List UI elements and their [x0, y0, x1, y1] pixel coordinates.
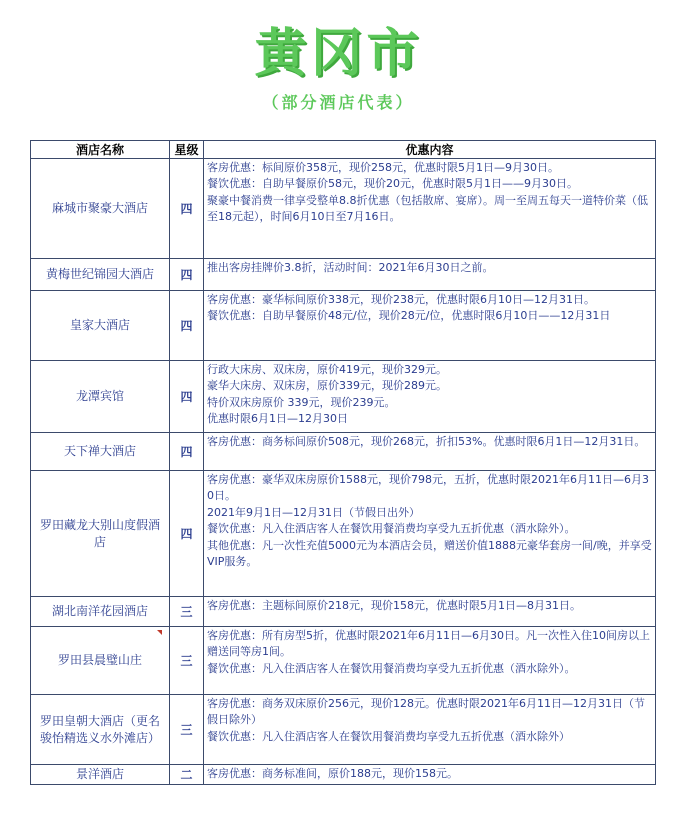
- star-rating-cell: 三: [170, 597, 204, 627]
- comment-marker: [157, 630, 162, 635]
- table-row: [31, 291, 656, 361]
- hotel-name-cell: 龙潭宾馆: [31, 361, 170, 433]
- table-row: [31, 361, 656, 433]
- star-rating-cell: 四: [170, 471, 204, 597]
- table-header-row: [31, 141, 656, 159]
- offer-line: 豪华大床房、双床房，原价339元，现价289元。: [207, 379, 447, 393]
- hotel-name-cell: 湖北南洋花园酒店: [31, 597, 170, 627]
- offer-details-cell: [204, 695, 656, 765]
- table-row: [31, 695, 656, 765]
- offer-line: 客房优惠：豪华标间原价338元，现价238元，优惠时限6月10日—12月31日。: [207, 293, 595, 306]
- table-body: [31, 159, 656, 785]
- table-row: [31, 627, 656, 695]
- offer-line: 餐饮优惠：凡入住酒店客人在餐饮用餐消费均享受九五折优惠（酒水除外）: [207, 729, 570, 743]
- hotel-name-cell: 景洋酒店: [31, 765, 170, 785]
- hotel-name-cell: 天下禅大酒店: [31, 433, 170, 471]
- offer-line: 客房优惠：标间原价358元，现价258元，优惠时限5月1日—9月30日。: [207, 161, 559, 174]
- star-rating-cell: 四: [170, 361, 204, 433]
- offer-details-cell: [204, 627, 656, 695]
- hotel-name-cell: 罗田县晨璧山庄: [31, 627, 170, 695]
- offer-details-cell: [204, 471, 656, 597]
- page-subtitle: （部分酒店代表）: [262, 93, 415, 112]
- star-rating-cell: 四: [170, 259, 204, 291]
- offer-details-cell: [204, 159, 656, 259]
- offer-line: 客房优惠：所有房型5折，优惠时限2021年6月11日—6月30日。凡一次性入住10间房以上赠送同等房1间。: [207, 629, 650, 659]
- offer-line: 客房优惠：商务双床原价256元，现价128元。优惠时限2021年6月11日—12月31日（节假日除外）: [207, 697, 645, 727]
- offer-line: 其他优惠：凡一次性充值5000元为本酒店会员，赠送价值1888元豪华套房一间/晚，并享受VIP服务。: [207, 538, 652, 569]
- column-header-hotel-name: 酒店名称: [31, 141, 170, 159]
- offer-line: 餐饮优惠：自助早餐原价58元，现价20元，优惠时限5月1日——9月30日。: [207, 177, 578, 191]
- offer-line: 特价双床房原价 339元，现价239元。: [207, 395, 396, 409]
- hotel-name-cell: 黄梅世纪锦园大酒店: [31, 259, 170, 291]
- table-row: [31, 471, 656, 597]
- star-rating-cell: 四: [170, 291, 204, 361]
- hotel-name-cell: 麻城市聚豪大酒店: [31, 159, 170, 259]
- hotel-name-cell: 罗田藏龙大别山度假酒店: [31, 471, 170, 597]
- star-rating-cell: 二: [170, 765, 204, 785]
- hotel-name-cell: 罗田皇朝大酒店（更名骏怡精选义水外滩店）: [31, 695, 170, 765]
- offer-details-cell: [204, 597, 656, 627]
- offer-details-cell: [204, 291, 656, 361]
- table-row: [31, 597, 656, 627]
- column-header-star: 星级: [170, 141, 204, 159]
- hotel-offers-table: [30, 140, 656, 785]
- offer-line: 客房优惠：主题标间原价218元，现价158元，优惠时限5月1日—8月31日。: [207, 599, 581, 612]
- offer-line: 客房优惠：商务标准间，原价188元，现价158元。: [207, 767, 458, 780]
- offer-line: 客房优惠：商务标间原价508元，现价268元，折扣53%。优惠时限6月1日—12月31日。: [207, 435, 646, 448]
- offer-line: 聚豪中餐消费一律享受整单8.8折优惠（包括散席、宴席）。周一至周五每天一道特价菜（低至18元起），时间6月10日至7月16日。: [207, 193, 648, 224]
- star-rating-cell: 四: [170, 159, 204, 259]
- offer-line: 餐饮优惠：凡入住酒店客人在餐饮用餐消费均享受九五折优惠（酒水除外）。: [207, 522, 576, 536]
- table-row: [31, 259, 656, 291]
- table-row: [31, 433, 656, 471]
- offer-details-cell: [204, 259, 656, 291]
- offer-line: 推出客房挂牌价3.8折，活动时间：2021年6月30日之前。: [207, 261, 494, 274]
- page-title: 黄冈市: [254, 24, 423, 84]
- star-rating-cell: 三: [170, 695, 204, 765]
- offer-line: 行政大床房、双床房，原价419元，现价329元。: [207, 363, 447, 376]
- offer-line: 优惠时限6月1日—12月30日: [207, 412, 348, 426]
- star-rating-cell: 四: [170, 433, 204, 471]
- hotel-name-cell: 皇家大酒店: [31, 291, 170, 361]
- table-row: [31, 159, 656, 259]
- offer-details-cell: [204, 765, 656, 785]
- offer-line: 2021年9月1日—12月31日（节假日出外）: [207, 505, 420, 519]
- offer-line: 餐饮优惠：自助早餐原价48元/位，现价28元/位，优惠时限6月10日——12月31日: [207, 309, 611, 323]
- offer-details-cell: [204, 361, 656, 433]
- column-header-offers: 优惠内容: [204, 141, 656, 159]
- offer-details-cell: [204, 433, 656, 471]
- star-rating-cell: 三: [170, 627, 204, 695]
- table-row: [31, 765, 656, 785]
- offer-line: 餐饮优惠：凡入住酒店客人在餐饮用餐消费均享受九五折优惠（酒水除外）。: [207, 661, 576, 675]
- offer-line: 客房优惠：豪华双床房原价1588元，现价798元，五折，优惠时限2021年6月11日—6月30日。: [207, 473, 649, 503]
